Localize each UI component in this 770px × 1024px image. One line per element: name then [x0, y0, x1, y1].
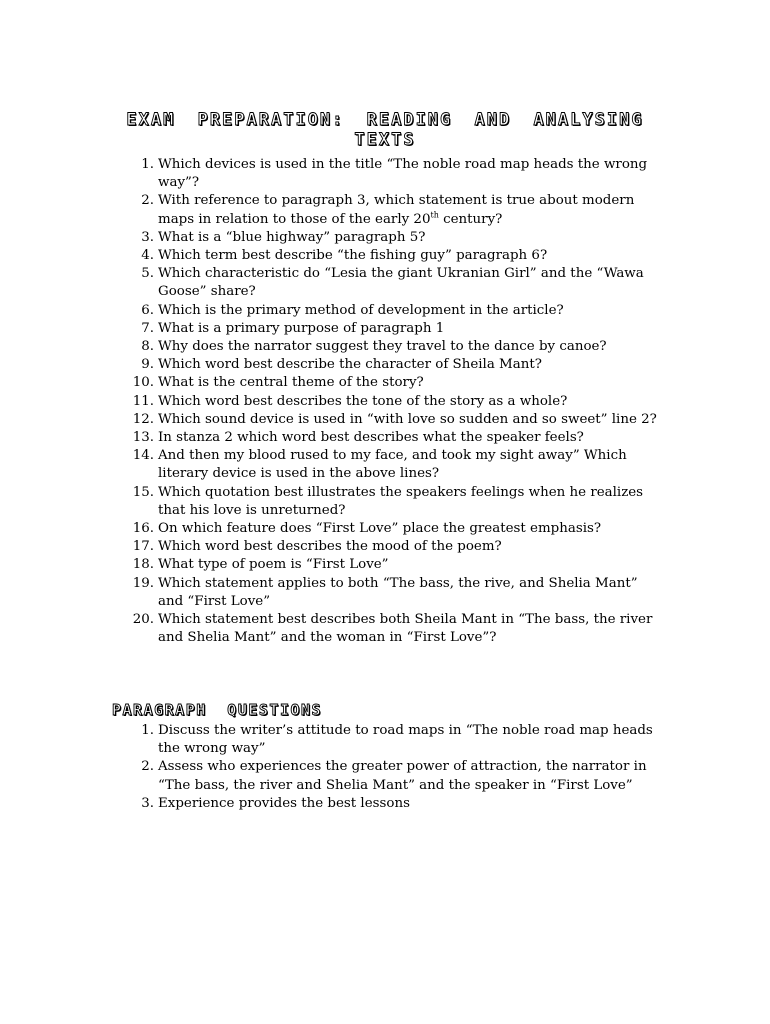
list-item	[122, 302, 662, 320]
item-number: 18.	[132, 557, 154, 573]
item-number: 13.	[132, 430, 154, 446]
item-text: Assess who experiences the greater power of attraction, the narrator in “The bass, the river and Shelia Mant” and the speaker in “First Love”	[158, 759, 647, 793]
item-text: Discuss the writer’s attitude to road maps in “The noble road map heads the wrong way”	[158, 723, 653, 757]
item-text: Which characteristic do “Lesia the giant Ukranian Girl” and the “Wawa Goose” share?	[158, 266, 644, 300]
item-number: 1.	[141, 723, 154, 738]
item-number: 10.	[132, 375, 154, 391]
item-number: 17.	[132, 539, 154, 555]
list-item	[122, 429, 662, 447]
item-number: 6.	[141, 302, 154, 318]
item-text: Experience provides the best lessons	[158, 795, 410, 811]
list-item	[122, 192, 662, 228]
item-text: Which statement applies to both “The bass, the rive, and Shelia Mant” and “First Love”	[158, 575, 638, 609]
list-item	[122, 265, 662, 301]
page-title: EXAM PREPARATION: READING AND ANALYSING TEXTS	[126, 110, 644, 150]
item-text: Which word best describe the character of Sheila Mant?	[158, 357, 542, 373]
item-text: With reference to paragraph 3, which statement is true about modern maps in relation to those of the early 20	[158, 193, 635, 227]
list-item	[122, 411, 662, 429]
item-text: And then my blood rused to my face, and took my sight away” Which literary device is used in the above lines?	[158, 448, 627, 482]
item-text: Which term best describe “the fishing guy” paragraph 6?	[158, 248, 548, 264]
list-item	[122, 722, 662, 758]
item-text: Which word best describes the mood of the poem?	[158, 539, 502, 555]
list-item	[122, 758, 662, 794]
item-text: Which is the primary method of development in the article?	[158, 302, 564, 318]
item-number: 16.	[132, 521, 154, 537]
item-text: Which quotation best illustrates the speakers feelings when he realizes that his love is unreturned?	[158, 484, 644, 518]
item-number: 11.	[132, 393, 154, 409]
item-text: In stanza 2 which word best describes what the speaker feels?	[158, 430, 584, 446]
list-item	[122, 795, 662, 813]
item-number: 2.	[141, 193, 154, 209]
question-list	[122, 156, 662, 647]
item-text: On which feature does “First Love” place the greatest emphasis?	[158, 521, 602, 537]
list-item	[122, 247, 662, 265]
item-number: 4.	[141, 248, 154, 264]
item-text: What is the central theme of the story?	[158, 375, 424, 391]
list-item	[122, 338, 662, 356]
item-text: Which word best describes the tone of the story as a whole?	[158, 393, 568, 409]
item-text: Which devices is used in the title “The noble road map heads the wrong way”?	[158, 157, 648, 191]
item-number: 15.	[132, 484, 154, 500]
item-number: 14.	[132, 448, 154, 464]
item-text-end: century?	[438, 211, 503, 227]
item-text: Which statement best describes both Sheila Mant in “The bass, the river and Shelia Mant” and the woman in “First Love”?	[158, 612, 653, 646]
list-item	[122, 156, 662, 192]
item-text: What is a primary purpose of paragraph 1	[158, 320, 445, 336]
paragraph-question-list	[122, 722, 662, 813]
list-item	[122, 229, 662, 247]
section-heading: PARAGRAPH QUESTIONS	[112, 701, 323, 719]
item-number: 1.	[141, 157, 154, 172]
list-item	[122, 393, 662, 411]
item-number: 19.	[132, 575, 154, 591]
item-number: 7.	[141, 320, 154, 336]
list-item	[122, 556, 662, 574]
list-item	[122, 374, 662, 392]
item-number: 3.	[141, 229, 154, 245]
list-item	[122, 520, 662, 538]
list-item	[122, 538, 662, 556]
item-text: What is a “blue highway” paragraph 5?	[158, 229, 426, 245]
item-number: 8.	[141, 339, 154, 355]
list-item	[122, 575, 662, 611]
list-item	[122, 320, 662, 338]
item-number: 9.	[141, 357, 154, 373]
list-item	[122, 447, 662, 483]
item-number: 20.	[132, 612, 154, 628]
item-text: What type of poem is “First Love”	[158, 557, 389, 573]
list-item	[122, 611, 662, 647]
superscript: th	[430, 210, 439, 220]
item-number: 3.	[141, 795, 154, 811]
item-number: 2.	[141, 759, 154, 775]
list-item	[122, 484, 662, 520]
item-number: 5.	[141, 266, 154, 282]
item-number: 12.	[132, 411, 154, 427]
item-text: Which sound device is used in “with love so sudden and so sweet” line 2?	[158, 411, 657, 427]
item-text: Why does the narrator suggest they travel to the dance by canoe?	[158, 339, 607, 355]
list-item	[122, 356, 662, 374]
